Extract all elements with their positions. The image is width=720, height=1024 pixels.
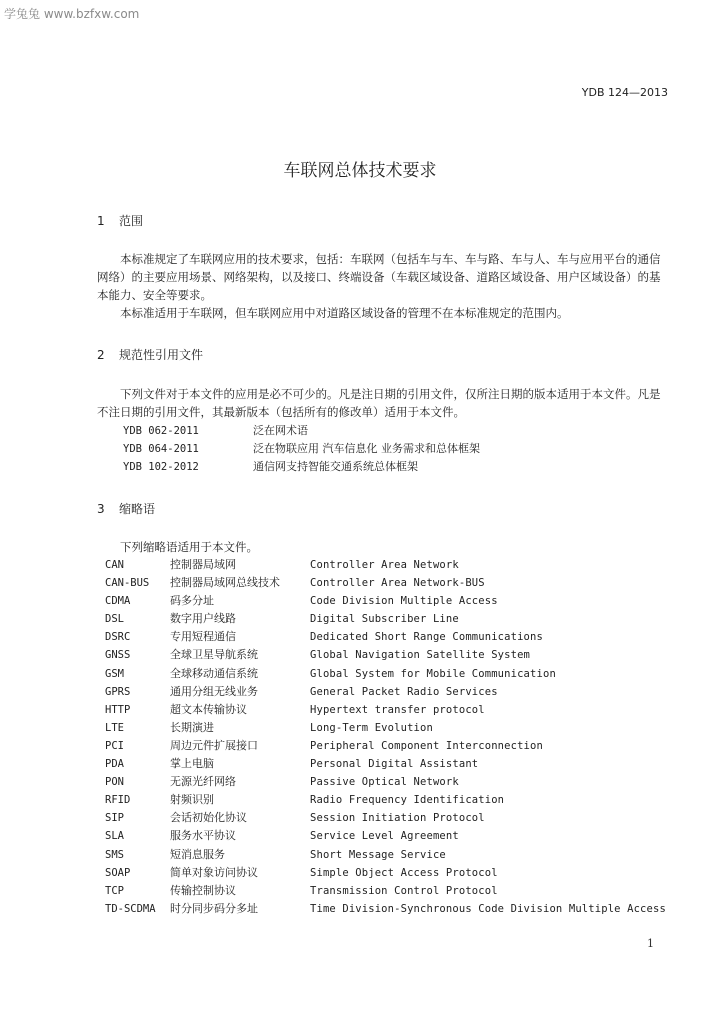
abbreviation-english: Personal Digital Assistant (310, 758, 479, 771)
abbreviation-english: Peripheral Component Interconnection (310, 739, 543, 752)
abbreviation-english: Global Navigation Satellite System (310, 649, 531, 662)
abbreviation-code: LTE (105, 721, 124, 734)
abbreviation-english: Transmission Control Protocol (310, 884, 498, 897)
abbreviation-code: SIP (105, 812, 124, 825)
abbreviation-code: DSL (105, 613, 124, 626)
abbreviation-english: Digital Subscriber Line (310, 613, 459, 626)
section-number: 3 (97, 502, 105, 516)
abbreviation-english: General Packet Radio Services (310, 685, 498, 698)
abbreviation-chinese: 数字用户线路 (170, 612, 236, 626)
abbreviation-chinese: 长期演进 (170, 720, 214, 734)
scope-paragraph: 本标准适用于车联网，但车联网应用中对道路区域设备的管理不在本标准规定的范围内。 (120, 306, 569, 320)
abbreviation-row (105, 628, 666, 646)
abbreviation-code: SMS (105, 848, 124, 861)
abbreviation-row (105, 791, 666, 809)
abbreviation-chinese: 无源光纤网络 (170, 775, 236, 789)
abbreviation-row (105, 755, 666, 773)
standard-number: YDB 124—2013 (581, 86, 668, 99)
page-number: 1 (647, 937, 654, 950)
abbreviation-english: Code Division Multiple Access (310, 595, 498, 608)
reference-list (123, 422, 480, 476)
references-paragraph (97, 385, 669, 421)
abbreviation-row (105, 882, 666, 900)
abbreviation-chinese: 全球移动通信系统 (170, 666, 258, 680)
section-number: 1 (97, 214, 105, 228)
section-heading-references (97, 346, 203, 363)
abbreviation-row (105, 809, 666, 827)
abbreviation-row (105, 737, 666, 755)
abbreviation-english: Controller Area Network-BUS (310, 577, 485, 590)
abbreviation-code: TD-SCDMA (105, 902, 156, 915)
abbreviation-row (105, 827, 666, 845)
abbreviation-row (105, 773, 666, 791)
reference-item (123, 440, 480, 458)
abbreviation-chinese: 时分同步码分多址 (170, 901, 258, 915)
abbreviation-chinese: 传输控制协议 (170, 883, 236, 897)
reference-code: YDB 064-2011 (123, 443, 199, 455)
abbreviation-english: Passive Optical Network (310, 776, 459, 789)
abbreviation-row (105, 719, 666, 737)
abbreviation-english: Global System for Mobile Communication (310, 667, 556, 680)
abbreviation-english: Radio Frequency Identification (310, 794, 505, 807)
abbreviation-english: Simple Object Access Protocol (310, 866, 498, 879)
reference-code: YDB 062-2011 (123, 425, 199, 437)
reference-title: 通信网支持智能交通系统总体框架 (253, 460, 418, 473)
abbreviation-code: CAN-BUS (105, 577, 150, 590)
abbreviation-english: Short Message Service (310, 848, 446, 861)
references-text: 下列文件对于本文件的应用是必不可少的。凡是注日期的引用文件，仅所注日期的版本适用于本文件。凡是不注日期的引用文件，其最新版本（包括所有的修改单）适用于本文件。 (97, 387, 661, 419)
abbreviation-chinese: 会话初始化协议 (170, 811, 247, 825)
reference-title: 泛在网术语 (253, 424, 308, 437)
abbreviation-row (105, 592, 666, 610)
abbreviation-english: Service Level Agreement (310, 830, 459, 843)
abbreviation-row (105, 574, 666, 592)
abbreviation-code: RFID (105, 794, 131, 807)
abbreviation-chinese: 码多分址 (170, 594, 214, 608)
abbreviation-code: DSRC (105, 631, 131, 644)
document-title: 车联网总体技术要求 (283, 161, 437, 181)
abbreviation-code: PCI (105, 739, 124, 752)
abbreviation-chinese: 控制器局域网 (170, 558, 236, 571)
abbreviation-row (105, 900, 666, 918)
abbreviation-chinese: 简单对象访问协议 (170, 865, 258, 879)
abbreviation-chinese: 通用分组无线业务 (170, 684, 258, 698)
abbreviation-code: SLA (105, 830, 124, 843)
abbreviation-row (105, 864, 666, 882)
abbreviation-row (105, 683, 666, 701)
abbreviation-row (105, 701, 666, 719)
abbreviation-chinese: 服务水平协议 (170, 829, 236, 843)
abbreviation-row (105, 665, 666, 683)
abbreviation-chinese: 全球卫星导航系统 (170, 648, 258, 662)
abbreviation-row (105, 610, 666, 628)
abbreviation-row (105, 556, 666, 574)
abbreviation-code: PON (105, 776, 124, 789)
abbreviation-code: HTTP (105, 703, 131, 716)
abbreviation-chinese: 短消息服务 (170, 847, 225, 861)
reference-item (123, 422, 480, 440)
abbreviation-code: SOAP (105, 866, 131, 879)
abbreviation-english: Time Division-Synchronous Code Division Multiple Access (310, 902, 666, 915)
abbreviation-chinese: 周边元件扩展接口 (170, 738, 258, 752)
abbreviation-chinese: 超文本传输协议 (170, 702, 247, 716)
abbreviation-code: CAN (105, 559, 124, 571)
abbreviation-code: GNSS (105, 649, 131, 662)
abbreviation-chinese: 射频识别 (170, 793, 214, 807)
reference-code: YDB 102-2012 (123, 461, 199, 473)
abbreviation-chinese: 专用短程通信 (170, 630, 236, 644)
abbreviation-chinese: 控制器局域网总线技术 (170, 576, 280, 590)
abbreviation-code: GPRS (105, 685, 131, 698)
abbreviation-english: Hypertext transfer protocol (310, 703, 485, 716)
reference-title: 泛在物联应用 汽车信息化 业务需求和总体框架 (253, 442, 480, 455)
abbreviation-code: CDMA (105, 595, 131, 608)
abbreviation-code: TCP (105, 884, 124, 897)
abbreviation-english: Session Initiation Protocol (310, 812, 485, 825)
section-heading-scope (97, 212, 143, 229)
section-number: 2 (97, 348, 105, 362)
abbreviation-list (105, 556, 666, 918)
abbreviation-row (105, 846, 666, 864)
abbreviation-english: Long-Term Evolution (310, 721, 433, 734)
abbreviations-intro: 下列缩略语适用于本文件。 (120, 540, 258, 554)
section-title: 缩略语 (119, 502, 156, 516)
section-title: 范围 (119, 214, 144, 228)
reference-item (123, 458, 480, 476)
abbreviation-code: PDA (105, 758, 124, 771)
section-heading-abbreviations (97, 500, 155, 517)
abbreviation-chinese: 掌上电脑 (170, 757, 214, 771)
scope-paragraph: 本标准规定了车联网应用的技术要求，包括：车联网（包括车与车、车与路、车与人、车与应用平台的通信网络）的主要应用场景、网络架构，以及接口、终端设备（车载区域设备、道路区域设备、用户区域设备）的基本能力、安全等要求。 (97, 252, 661, 302)
watermark: 学兔兔 www.bzfxw.com (4, 7, 140, 21)
abbreviation-row (105, 646, 666, 664)
section-title: 规范性引用文件 (119, 348, 204, 362)
scope-paragraphs (97, 250, 669, 322)
abbreviation-code: GSM (105, 667, 124, 680)
abbreviation-english: Dedicated Short Range Communications (310, 631, 543, 644)
abbreviation-english: Controller Area Network (310, 559, 459, 571)
